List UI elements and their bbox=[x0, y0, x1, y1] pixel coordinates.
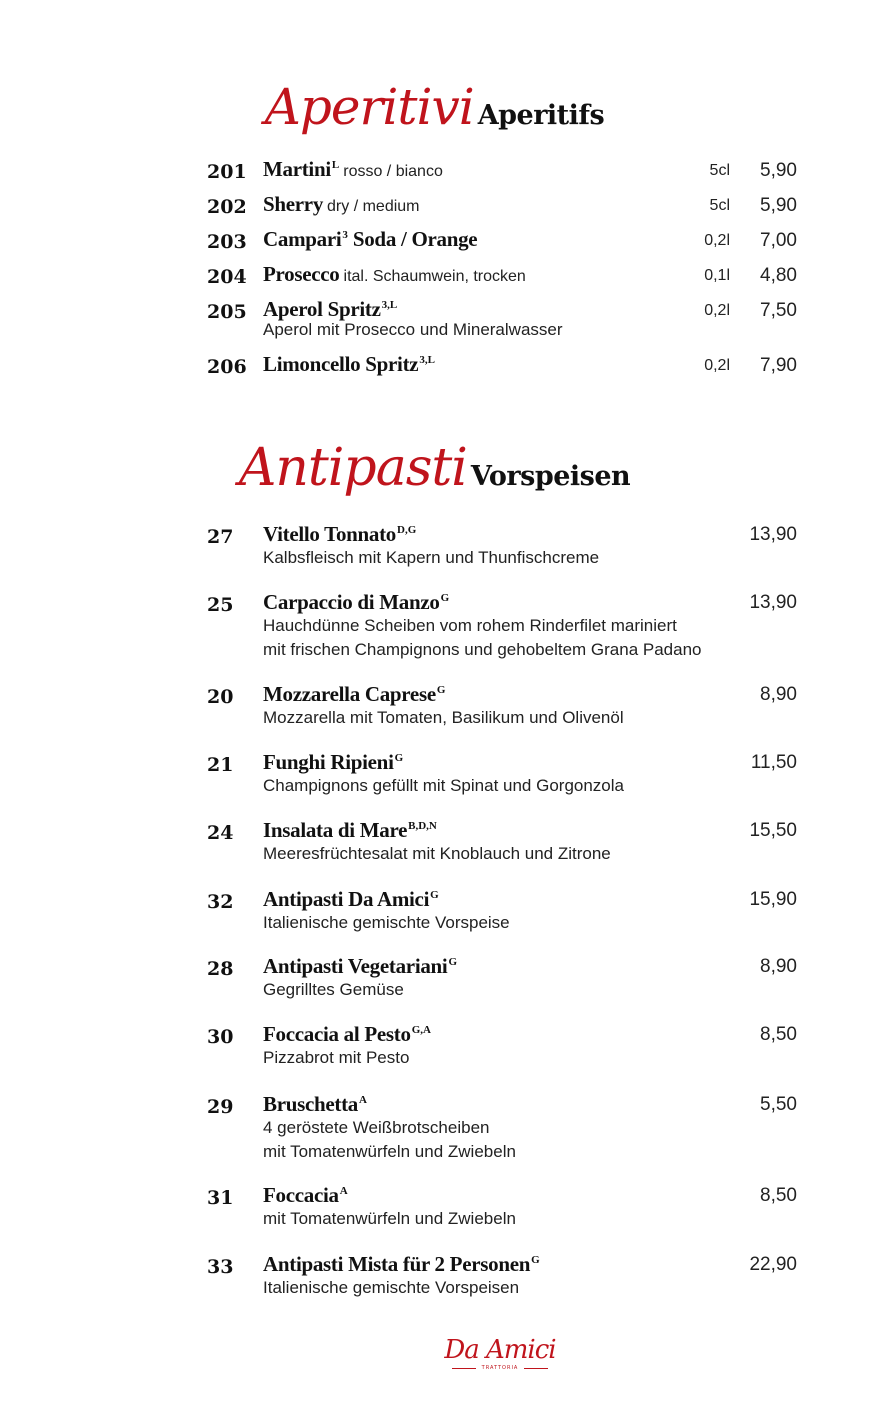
item-number: 24 bbox=[207, 822, 234, 844]
item-name-text: Carpaccio di Manzo bbox=[263, 590, 440, 614]
item-price: 7,90 bbox=[760, 355, 797, 376]
item-name bbox=[263, 590, 449, 615]
section-title-antipasti bbox=[0, 438, 869, 498]
item-name bbox=[263, 352, 435, 377]
item-volume: 0,2l bbox=[704, 302, 730, 319]
item-name-text: Limoncello Spritz bbox=[263, 352, 419, 376]
allergen-codes: A bbox=[339, 1185, 348, 1197]
item-price: 7,50 bbox=[760, 300, 797, 321]
item-price: 13,90 bbox=[749, 524, 797, 545]
item-description: Champignons gefüllt mit Spinat und Gorgonzola bbox=[263, 776, 624, 795]
item-number: 202 bbox=[207, 196, 247, 218]
allergen-codes: G,A bbox=[411, 1024, 431, 1036]
section-title-main: Vorspeisen bbox=[470, 461, 631, 492]
item-description: Kalbsfleisch mit Kapern und Thunfischcreme bbox=[263, 548, 600, 567]
item-number: 205 bbox=[207, 301, 247, 323]
item-name bbox=[263, 682, 445, 707]
item-price: 8,90 bbox=[760, 684, 797, 705]
allergen-codes: 3 bbox=[342, 229, 348, 241]
item-name-text: Aperol Spritz bbox=[263, 297, 381, 321]
item-description: Mozzarella mit Tomaten, Basilikum und Olivenöl bbox=[263, 708, 624, 727]
item-name bbox=[263, 1022, 431, 1047]
item-description: Hauchdünne Scheiben vom rohem Rinderfilet mariniert bbox=[263, 616, 677, 635]
item-price: 5,90 bbox=[760, 195, 797, 216]
item-price: 15,90 bbox=[749, 889, 797, 910]
item-name bbox=[263, 192, 420, 217]
item-volume: 5cl bbox=[709, 197, 730, 214]
item-number: 25 bbox=[207, 594, 234, 616]
section-title-aperitivi bbox=[0, 78, 869, 136]
item-name-text: Campari bbox=[263, 227, 342, 251]
allergen-codes: G bbox=[394, 752, 404, 764]
item-number: 31 bbox=[207, 1187, 234, 1209]
item-number: 21 bbox=[207, 754, 234, 776]
section-title-script: Antipasti bbox=[238, 438, 467, 498]
item-price: 22,90 bbox=[749, 1254, 797, 1275]
item-number: 32 bbox=[207, 891, 234, 913]
divider-line bbox=[524, 1368, 548, 1369]
da-amici-logo bbox=[420, 1335, 580, 1371]
item-name-text: Prosecco bbox=[263, 262, 340, 286]
item-description: Italienische gemischte Vorspeisen bbox=[263, 1278, 520, 1297]
item-number: 33 bbox=[207, 1256, 234, 1278]
item-volume: 5cl bbox=[709, 162, 730, 179]
item-name-text: Vitello Tonnato bbox=[263, 522, 397, 546]
item-name bbox=[263, 1252, 540, 1277]
item-price: 11,50 bbox=[750, 752, 797, 773]
item-inline-description: ital. Schaumwein, trocken bbox=[343, 268, 526, 285]
item-price: 5,90 bbox=[760, 160, 797, 181]
item-price: 8,50 bbox=[760, 1185, 797, 1206]
item-number: 20 bbox=[207, 686, 234, 708]
allergen-codes: A bbox=[359, 1094, 367, 1106]
item-name-text: Antipasti Vegetariani bbox=[263, 954, 448, 978]
item-price: 8,90 bbox=[760, 956, 797, 977]
item-description: 4 geröstete Weißbrotscheiben bbox=[263, 1118, 490, 1137]
section-title-script: Aperitivi bbox=[264, 78, 474, 136]
logo-script-text: Da Amici bbox=[444, 1335, 556, 1365]
item-name bbox=[263, 750, 403, 775]
allergen-codes: G bbox=[448, 956, 458, 968]
allergen-codes: G bbox=[436, 684, 446, 696]
item-number: 203 bbox=[207, 231, 247, 253]
item-price: 15,50 bbox=[749, 820, 797, 841]
item-name-text: Sherry bbox=[263, 192, 324, 216]
item-name-text: Funghi Ripieni bbox=[263, 750, 394, 774]
item-name bbox=[263, 818, 437, 843]
item-volume: 0,2l bbox=[704, 357, 730, 374]
allergen-codes: G bbox=[531, 1254, 540, 1266]
item-name-text: Foccacia al Pesto bbox=[263, 1022, 411, 1046]
item-number: 30 bbox=[207, 1026, 234, 1048]
allergen-codes: D,G bbox=[397, 524, 417, 536]
item-description: Pizzabrot mit Pesto bbox=[263, 1048, 410, 1067]
item-number: 27 bbox=[207, 526, 234, 548]
item-name bbox=[263, 157, 443, 182]
item-description: Aperol mit Prosecco und Mineralwasser bbox=[263, 320, 563, 339]
item-name bbox=[263, 1183, 348, 1208]
item-name bbox=[263, 1092, 367, 1117]
item-name-text: Bruschetta bbox=[263, 1092, 358, 1116]
allergen-codes: 3,L bbox=[419, 354, 435, 366]
item-price: 4,80 bbox=[760, 265, 797, 286]
item-name-text: Martini bbox=[263, 157, 331, 181]
item-name-suffix: Soda / Orange bbox=[347, 227, 478, 251]
logo-tagline: TRATTORIA bbox=[481, 1365, 519, 1371]
item-volume: 0,1l bbox=[704, 267, 730, 284]
item-description: Gegrilltes Gemüse bbox=[263, 980, 404, 999]
item-name bbox=[263, 262, 526, 287]
item-price: 5,50 bbox=[760, 1094, 797, 1115]
allergen-codes: G bbox=[430, 889, 439, 901]
item-price: 7,00 bbox=[760, 230, 797, 251]
item-description: Italienische gemischte Vorspeise bbox=[263, 913, 510, 932]
item-name bbox=[263, 522, 416, 547]
divider-line bbox=[452, 1368, 476, 1369]
item-number: 204 bbox=[207, 266, 247, 288]
item-number: 206 bbox=[207, 356, 247, 378]
item-price: 13,90 bbox=[749, 592, 797, 613]
allergen-codes: B,D,N bbox=[408, 820, 437, 832]
item-price: 8,50 bbox=[760, 1024, 797, 1045]
item-description: mit Tomatenwürfeln und Zwiebeln bbox=[263, 1209, 516, 1228]
logo-tagline-row bbox=[420, 1365, 580, 1371]
item-number: 29 bbox=[207, 1096, 234, 1118]
section-title-main: Aperitifs bbox=[477, 100, 605, 131]
item-number: 28 bbox=[207, 958, 234, 980]
item-name-text: Antipasti Da Amici bbox=[263, 887, 430, 911]
item-inline-description: rosso / bianco bbox=[343, 163, 443, 180]
item-description: mit frischen Champignons und gehobeltem Grana Padano bbox=[263, 640, 702, 659]
item-name-text: Antipasti Mista für 2 Personen bbox=[263, 1252, 531, 1276]
item-name-text: Foccacia bbox=[263, 1183, 339, 1207]
item-name bbox=[263, 887, 439, 912]
item-inline-description: dry / medium bbox=[327, 198, 420, 215]
item-description: mit Tomatenwürfeln und Zwiebeln bbox=[263, 1142, 516, 1161]
item-number: 201 bbox=[207, 161, 247, 183]
item-name bbox=[263, 227, 477, 252]
item-name-text: Insalata di Mare bbox=[263, 818, 408, 842]
allergen-codes: 3,L bbox=[381, 299, 398, 311]
allergen-codes: L bbox=[331, 159, 340, 171]
item-volume: 0,2l bbox=[704, 232, 730, 249]
item-name-text: Mozzarella Caprese bbox=[263, 682, 436, 706]
allergen-codes: G bbox=[440, 592, 450, 604]
item-name bbox=[263, 954, 457, 979]
item-description: Meeresfrüchtesalat mit Knoblauch und Zitrone bbox=[263, 844, 611, 863]
